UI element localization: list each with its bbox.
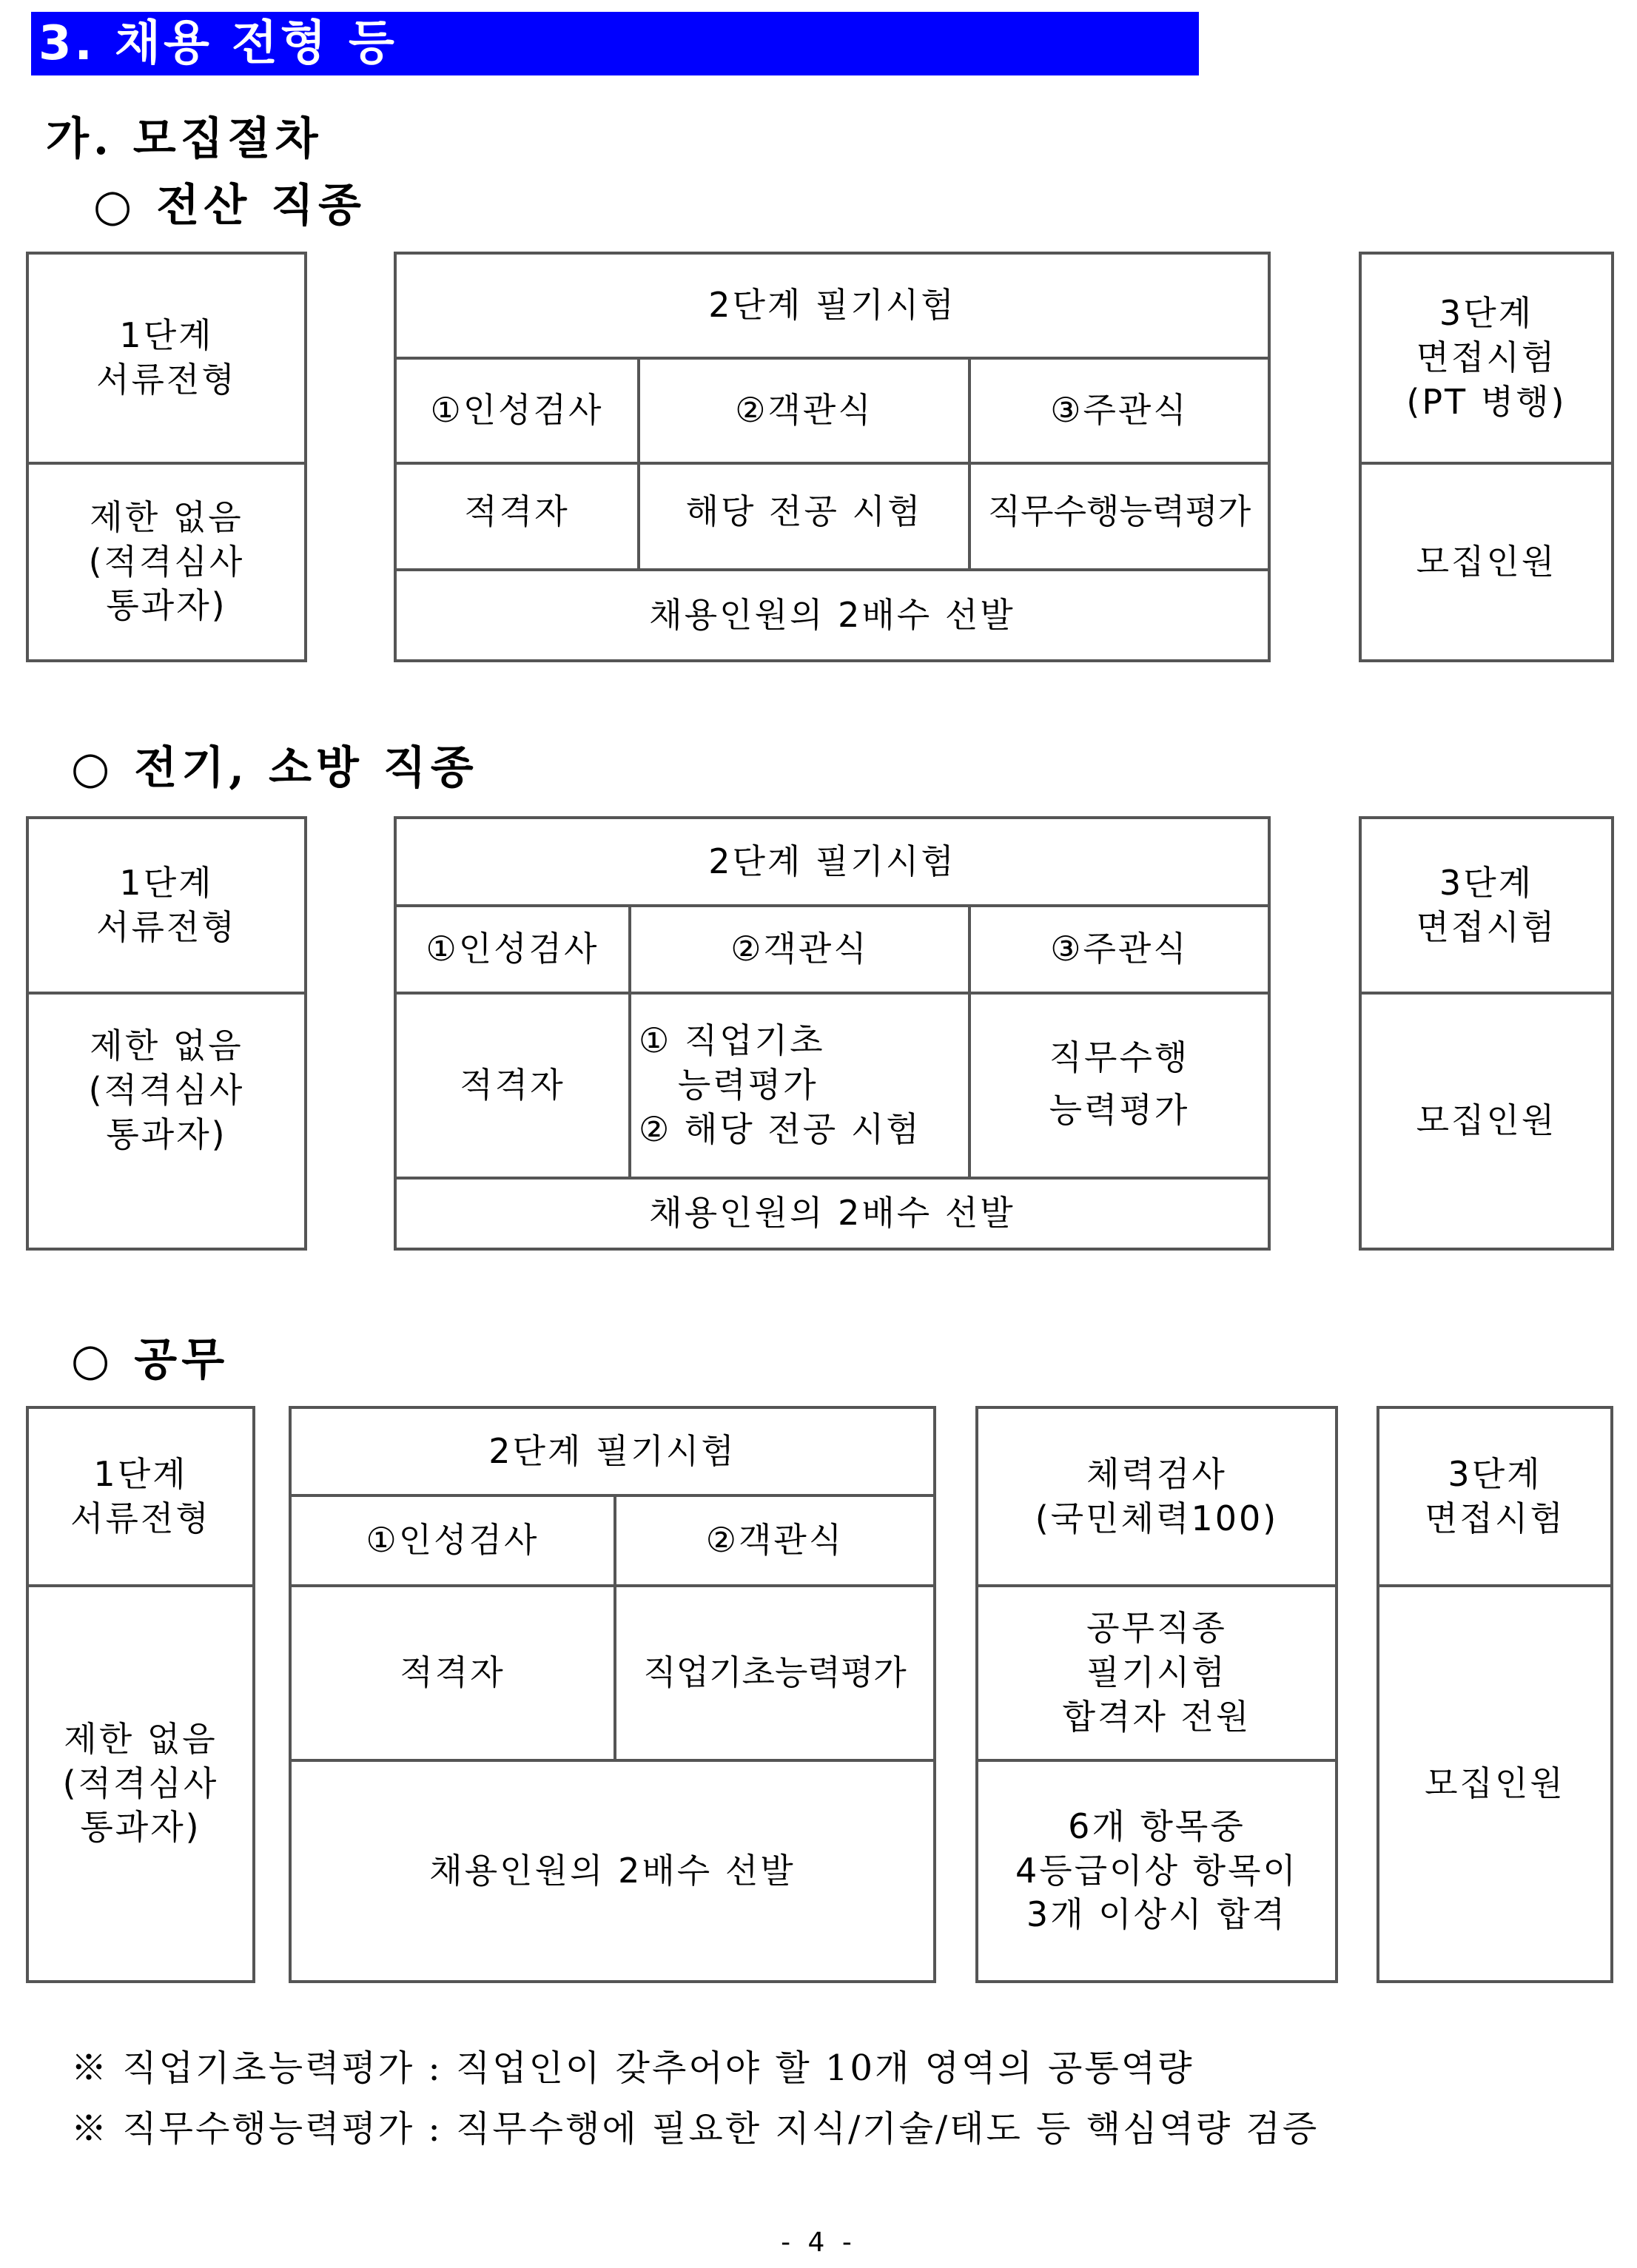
stage1-content: 제한 없음 (적격심사 통과자) [88, 497, 245, 626]
stage3-title: 3단계 면접시험 (PT 병행) [1406, 293, 1567, 422]
col-content-subjective: 직무수행 능력평가 [1049, 1037, 1190, 1131]
page-number: - 4 - [781, 2227, 856, 2258]
col-header-personality: ①인성검사 [430, 390, 604, 431]
stage3-box [1359, 252, 1614, 662]
note-job-competency: ※ 직무수행능력평가 : 직무수행에 필요한 지식/기술/태도 등 핵심역량 검증 [71, 2108, 1320, 2150]
stage2-box [289, 1406, 936, 1983]
col-content-objective: 직업기초능력평가 [643, 1652, 907, 1693]
physical-test-criteria: 6개 항목중 4등급이상 항목이 3개 이상시 합격 [1015, 1806, 1298, 1935]
group-heading-computing: ○ 전산 직종 [93, 180, 366, 232]
stage1-title: 1단계 서류전형 [70, 1453, 211, 1538]
physical-test-box [975, 1406, 1338, 1983]
stage1-title: 1단계 서류전형 [96, 862, 237, 947]
group-heading-facility: ○ 공무 [71, 1334, 229, 1386]
stage2-box [394, 252, 1271, 662]
stage3-title: 3단계 면접시험 [1425, 1453, 1565, 1538]
group-heading-electric-fire: ○ 전기, 소방 직종 [71, 742, 478, 794]
stage2-footer: 채용인원의 2배수 선발 [429, 1850, 796, 1891]
col-header-objective: ②객관식 [705, 1520, 844, 1561]
stage3-content: 모집인원 [1416, 541, 1557, 582]
stage2-footer: 채용인원의 2배수 선발 [649, 594, 1015, 635]
stage1-box [26, 252, 307, 662]
col-header-subjective: ③주관식 [1050, 929, 1189, 969]
subtitle: 가. 모집절차 [46, 113, 323, 165]
stage3-title: 3단계 면접시험 [1416, 862, 1557, 947]
stage3-box [1377, 1406, 1613, 1983]
col-header-subjective: ③주관식 [1050, 390, 1189, 431]
stage2-footer: 채용인원의 2배수 선발 [649, 1193, 1015, 1234]
col-header-personality: ①인성검사 [426, 929, 599, 969]
stage1-box [26, 816, 307, 1251]
col-content-objective: ① 직업기초 능력평가 ② 해당 전공 시험 [639, 1020, 921, 1149]
physical-test-title: 체력검사 (국민체력100) [1035, 1453, 1279, 1538]
col-content-personality: 적격자 [460, 1065, 565, 1106]
stage2-title: 2단계 필기시험 [708, 285, 956, 326]
col-header-objective: ②객관식 [735, 390, 873, 431]
col-content-personality: 적격자 [400, 1652, 505, 1693]
stage1-title: 1단계 서류전형 [96, 315, 237, 400]
note-basic-competency: ※ 직업기초능력평가 : 직업인이 갖추어야 할 10개 영역의 공통역량 [71, 2047, 1194, 2089]
col-content-subjective: 직무수행능력평가 [987, 491, 1251, 531]
col-header-objective: ②객관식 [730, 929, 869, 969]
stage3-content: 모집인원 [1416, 1100, 1557, 1141]
col-header-personality: ①인성검사 [366, 1520, 539, 1561]
stage1-box [26, 1406, 255, 1983]
stage2-box [394, 816, 1271, 1251]
stage2-title: 2단계 필기시험 [488, 1430, 736, 1471]
col-content-objective: 해당 전공 시험 [685, 491, 923, 531]
stage1-content: 제한 없음 (적격심사 통과자) [62, 1718, 219, 1848]
section-title: 3. 채용 전형 등 [31, 12, 1199, 75]
col-content-personality: 적격자 [464, 491, 570, 531]
stage2-title: 2단계 필기시험 [708, 841, 956, 881]
stage3-box [1359, 816, 1614, 1251]
stage1-content: 제한 없음 (적격심사 통과자) [88, 1026, 245, 1154]
physical-test-eligibility: 공무직종 필기시험 합격자 전원 [1062, 1608, 1251, 1737]
stage3-content: 모집인원 [1425, 1763, 1565, 1803]
